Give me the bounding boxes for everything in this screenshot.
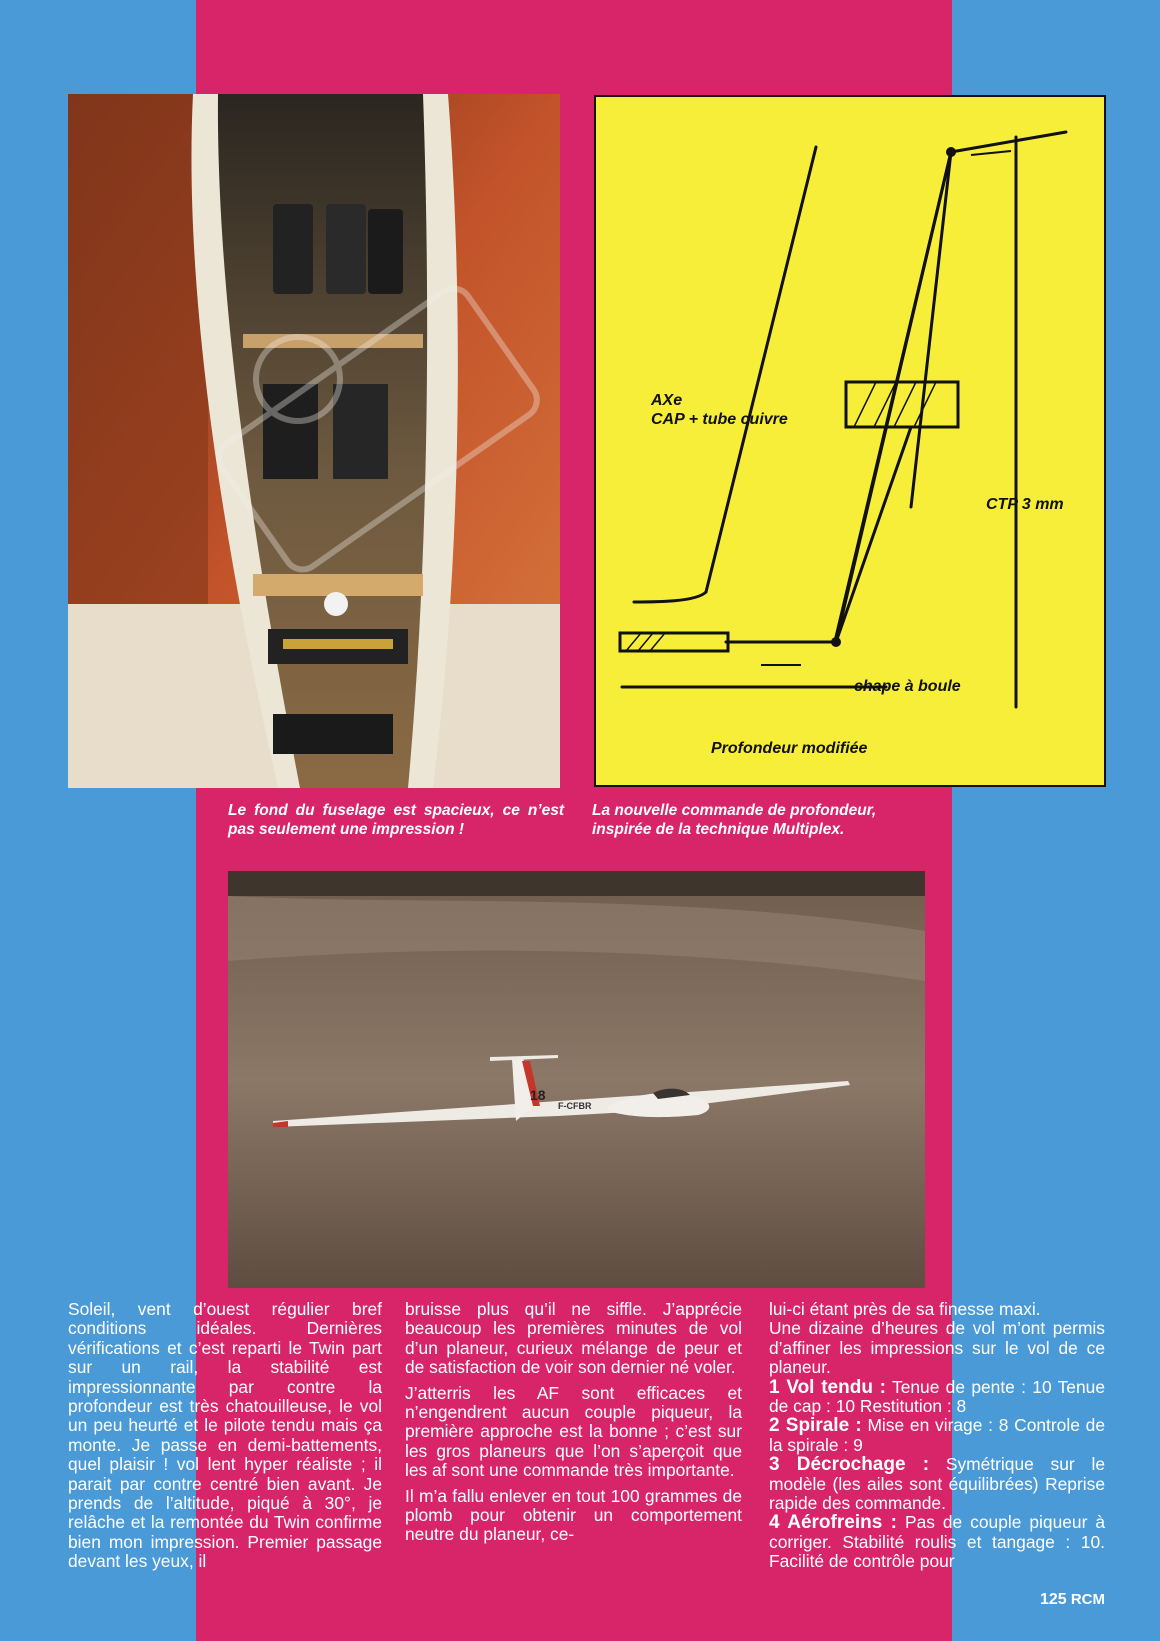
- rating-3: [769, 1455, 1105, 1513]
- glider-photo-illustration: [228, 871, 925, 1288]
- article-column-3: [769, 1300, 1105, 1572]
- article-column-1: [68, 1300, 382, 1572]
- col3-paragraph-2: Une dizaine d’heures de vol m’ont permis d’affiner les impressions sur le vol de ce planeur.: [769, 1318, 1105, 1378]
- diagram-title: Profondeur modifiée: [711, 740, 868, 757]
- rating-2-title: 2 Spirale :: [769, 1415, 862, 1437]
- tail-number: 18: [530, 1087, 546, 1103]
- page-number: 125: [1039, 1591, 1067, 1608]
- cap-tube-label: CAP + tube cuivre: [651, 411, 788, 428]
- rating-1-text: Tenue de pente : 10 Tenue de cap : 10 Restitution : 8: [769, 1376, 1105, 1417]
- rating-2-text: Mise en virage : 8 Controle de la spirale : 9: [769, 1415, 1105, 1455]
- col1-paragraph: Soleil, vent d’ouest régulier bref conditions idéales. Dernières vérifications et c’est reparti le Twin part sur un rail, la stabilité est impressionnante par contre la profondeur est très chatouilleuse, le vol un peu heurté et le pilote tendu mais ça monte. Je passe en demi-battements, quel plaisir ! vol lent hyper réaliste ; il parait par contre centré bien avant. Je prends de l’altitude, piqué à 30°, je relâche et la remontée du Twin confirme bien mon impression. Premier passage devant les yeux, il: [68, 1299, 382, 1572]
- axe-label: AXe: [651, 392, 683, 409]
- col3-paragraph-1: lui-ci étant près de sa finesse maxi.: [769, 1299, 1041, 1319]
- rating-3-title: 3 Décrochage :: [769, 1454, 930, 1476]
- rating-1: [769, 1378, 1105, 1417]
- rating-4-text: Pas de couple piqueur à corriger. Stabilité roulis et tangage : 10. Facilité de contrôle pour: [769, 1512, 1105, 1572]
- chape-label: chape à boule: [854, 678, 961, 695]
- glider-registration: F-CFBR: [558, 1101, 592, 1111]
- rating-4-title: 4 Aérofreins :: [769, 1512, 898, 1534]
- fuselage-photo: [68, 94, 560, 788]
- diagram-drawing: [596, 97, 1104, 785]
- elevator-control-diagram: [594, 95, 1106, 787]
- col2-paragraph-3: Il m’a fallu enlever en tout 100 grammes de plomb pour obtenir un comportement neutre du planeur, ce-: [405, 1485, 742, 1545]
- rating-3-text: Symétrique sur le modèle (les ailes sont équilibrées) Reprise rapide des commande.: [769, 1454, 1105, 1514]
- rating-1-title: 1 Vol tendu :: [769, 1376, 886, 1398]
- rating-2: [769, 1416, 1105, 1455]
- fuselage-caption: Le fond du fuselage est spacieux, ce n’est pas seulement une impression !: [228, 802, 564, 838]
- article-column-2: [405, 1300, 742, 1545]
- diagram-caption: La nouvelle commande de profondeur, inspirée de la technique Multiplex.: [592, 802, 877, 838]
- col2-paragraph-1: bruisse plus qu’il ne siffle. J’apprécie beaucoup les premières minutes de vol d’un planeur, curieux mélange de peur et de satisfaction de voir son dernier né voler.: [405, 1299, 742, 1378]
- rating-4: [769, 1513, 1105, 1571]
- ctp-label: CTP 3 mm: [986, 496, 1064, 513]
- fuselage-photo-illustration: [68, 94, 560, 788]
- page-footer: [1040, 1591, 1105, 1609]
- magazine-name: RCM: [1070, 1591, 1105, 1608]
- glider-photo: [228, 871, 925, 1288]
- col2-paragraph-2: J’atterris les AF sont efficaces et n’engendrent aucun couple piqueur, la première approche est la bonne ; c’est sur les gros planeurs que l’on s’aperçoit que les af sont une commande très importante.: [405, 1382, 742, 1481]
